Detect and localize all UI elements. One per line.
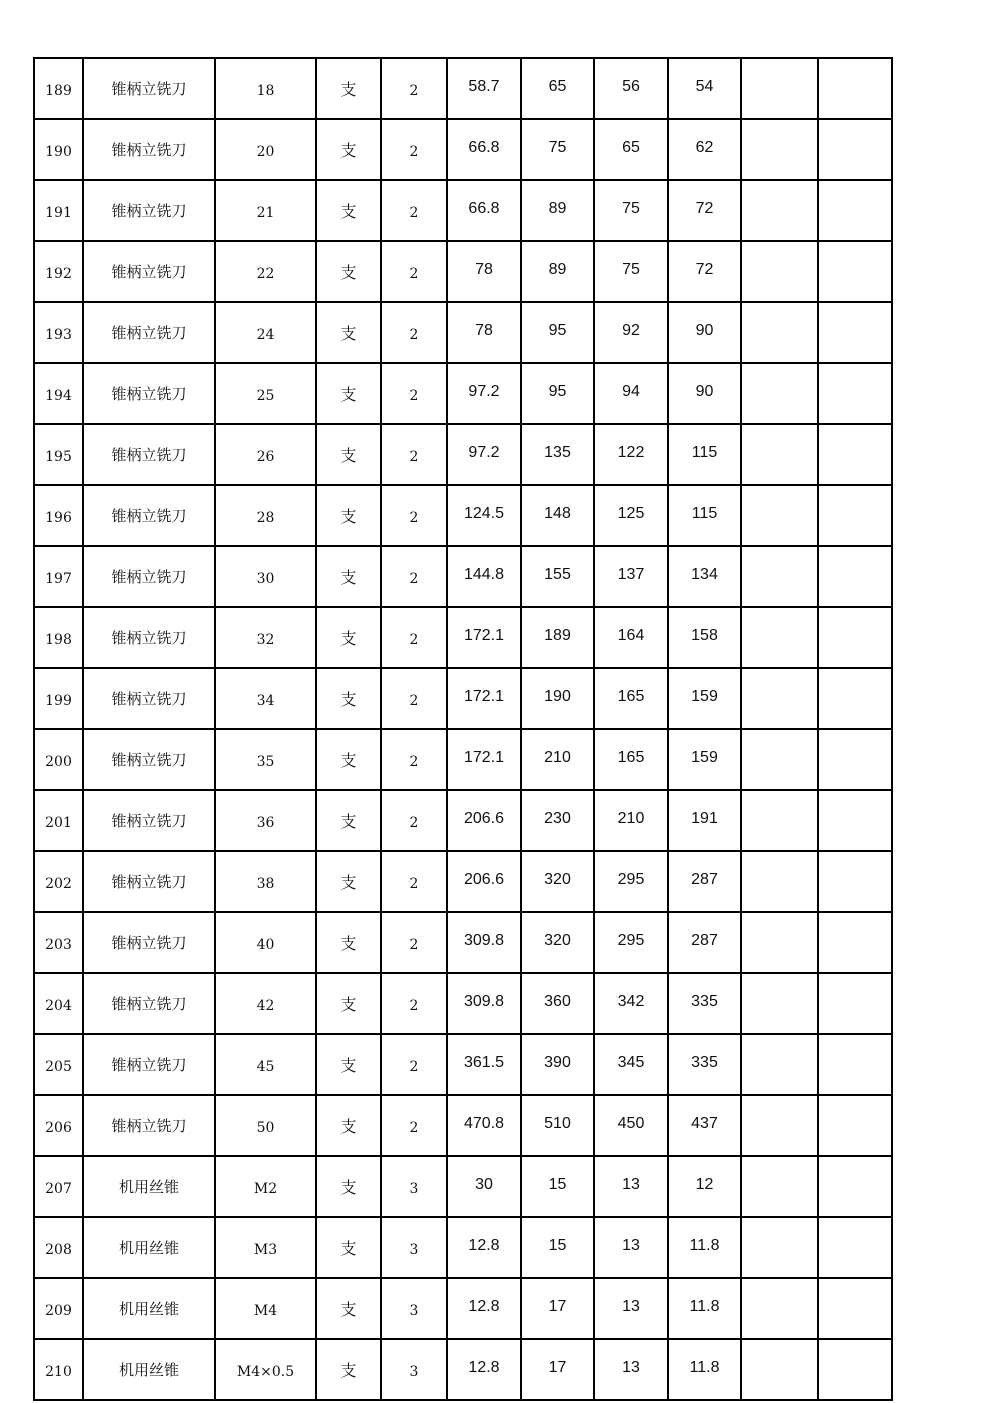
table-row xyxy=(34,119,892,180)
cell-blank-2 xyxy=(818,119,892,180)
cell-unit: 支 xyxy=(316,1339,381,1400)
cell-price-3: 165 xyxy=(594,729,668,790)
table-row xyxy=(34,1095,892,1156)
cell-price-4: 437 xyxy=(668,1095,741,1156)
cell-unit: 支 xyxy=(316,363,381,424)
cell-price-2: 75 xyxy=(521,119,594,180)
cell-item-name: 锥柄立铣刀 xyxy=(83,912,215,973)
cell-price-2: 390 xyxy=(521,1034,594,1095)
table-row xyxy=(34,1339,892,1400)
cell-unit: 支 xyxy=(316,729,381,790)
cell-quantity: 2 xyxy=(381,1034,447,1095)
cell-price-2: 15 xyxy=(521,1217,594,1278)
table-row xyxy=(34,424,892,485)
cell-item-name: 锥柄立铣刀 xyxy=(83,851,215,912)
cell-specification: 20 xyxy=(215,119,316,180)
cell-price-1: 30 xyxy=(447,1156,521,1217)
cell-blank-2 xyxy=(818,729,892,790)
cell-blank-2 xyxy=(818,241,892,302)
cell-item-name: 锥柄立铣刀 xyxy=(83,1034,215,1095)
cell-blank-2 xyxy=(818,1278,892,1339)
table-row xyxy=(34,546,892,607)
table-body xyxy=(34,58,892,1400)
cell-unit: 支 xyxy=(316,790,381,851)
cell-price-4: 72 xyxy=(668,180,741,241)
cell-blank-2 xyxy=(818,363,892,424)
cell-unit: 支 xyxy=(316,1095,381,1156)
cell-price-3: 295 xyxy=(594,851,668,912)
cell-item-name: 锥柄立铣刀 xyxy=(83,424,215,485)
cell-price-1: 97.2 xyxy=(447,424,521,485)
cell-price-2: 135 xyxy=(521,424,594,485)
cell-serial-no: 205 xyxy=(34,1034,83,1095)
cell-blank-2 xyxy=(818,180,892,241)
cell-price-4: 115 xyxy=(668,424,741,485)
cell-blank-1 xyxy=(741,790,818,851)
cell-item-name: 锥柄立铣刀 xyxy=(83,973,215,1034)
cell-blank-1 xyxy=(741,1339,818,1400)
cell-price-2: 189 xyxy=(521,607,594,668)
cell-price-4: 72 xyxy=(668,241,741,302)
cell-price-1: 66.8 xyxy=(447,180,521,241)
cell-blank-1 xyxy=(741,912,818,973)
cell-unit: 支 xyxy=(316,668,381,729)
cell-price-4: 11.8 xyxy=(668,1339,741,1400)
cell-price-2: 360 xyxy=(521,973,594,1034)
cell-price-3: 13 xyxy=(594,1339,668,1400)
table-row xyxy=(34,485,892,546)
cell-serial-no: 201 xyxy=(34,790,83,851)
cell-item-name: 机用丝锥 xyxy=(83,1339,215,1400)
cell-blank-1 xyxy=(741,485,818,546)
price-table xyxy=(33,57,893,1401)
cell-price-4: 115 xyxy=(668,485,741,546)
cell-specification: 18 xyxy=(215,58,316,119)
cell-blank-1 xyxy=(741,668,818,729)
cell-price-2: 320 xyxy=(521,912,594,973)
cell-unit: 支 xyxy=(316,485,381,546)
cell-blank-1 xyxy=(741,302,818,363)
cell-blank-1 xyxy=(741,58,818,119)
cell-blank-1 xyxy=(741,119,818,180)
cell-price-4: 11.8 xyxy=(668,1217,741,1278)
cell-price-4: 335 xyxy=(668,1034,741,1095)
cell-price-3: 75 xyxy=(594,180,668,241)
cell-price-2: 230 xyxy=(521,790,594,851)
cell-blank-2 xyxy=(818,790,892,851)
cell-price-4: 90 xyxy=(668,302,741,363)
cell-specification: 38 xyxy=(215,851,316,912)
cell-unit: 支 xyxy=(316,1034,381,1095)
cell-price-3: 210 xyxy=(594,790,668,851)
cell-quantity: 2 xyxy=(381,424,447,485)
cell-price-4: 11.8 xyxy=(668,1278,741,1339)
cell-quantity: 2 xyxy=(381,729,447,790)
cell-blank-1 xyxy=(741,1278,818,1339)
cell-specification: 32 xyxy=(215,607,316,668)
cell-price-3: 56 xyxy=(594,58,668,119)
cell-quantity: 2 xyxy=(381,485,447,546)
table-row xyxy=(34,1217,892,1278)
cell-blank-2 xyxy=(818,1339,892,1400)
cell-item-name: 锥柄立铣刀 xyxy=(83,546,215,607)
cell-blank-2 xyxy=(818,1217,892,1278)
cell-quantity: 2 xyxy=(381,302,447,363)
table-row xyxy=(34,58,892,119)
cell-unit: 支 xyxy=(316,546,381,607)
table-row xyxy=(34,668,892,729)
cell-price-3: 164 xyxy=(594,607,668,668)
cell-price-1: 66.8 xyxy=(447,119,521,180)
cell-price-4: 287 xyxy=(668,851,741,912)
cell-price-1: 172.1 xyxy=(447,729,521,790)
cell-specification: 42 xyxy=(215,973,316,1034)
cell-blank-1 xyxy=(741,1034,818,1095)
cell-item-name: 锥柄立铣刀 xyxy=(83,729,215,790)
cell-price-2: 190 xyxy=(521,668,594,729)
cell-specification: M4×0.5 xyxy=(215,1339,316,1400)
cell-price-2: 89 xyxy=(521,241,594,302)
cell-quantity: 2 xyxy=(381,790,447,851)
cell-serial-no: 200 xyxy=(34,729,83,790)
cell-price-4: 12 xyxy=(668,1156,741,1217)
cell-item-name: 锥柄立铣刀 xyxy=(83,180,215,241)
cell-blank-2 xyxy=(818,424,892,485)
cell-specification: 24 xyxy=(215,302,316,363)
cell-price-1: 206.6 xyxy=(447,851,521,912)
cell-unit: 支 xyxy=(316,973,381,1034)
cell-blank-1 xyxy=(741,1217,818,1278)
cell-unit: 支 xyxy=(316,1278,381,1339)
cell-specification: 25 xyxy=(215,363,316,424)
cell-price-2: 89 xyxy=(521,180,594,241)
cell-price-1: 361.5 xyxy=(447,1034,521,1095)
cell-unit: 支 xyxy=(316,119,381,180)
table-row xyxy=(34,241,892,302)
cell-price-2: 17 xyxy=(521,1339,594,1400)
cell-specification: 28 xyxy=(215,485,316,546)
table-row xyxy=(34,1156,892,1217)
cell-quantity: 2 xyxy=(381,1095,447,1156)
cell-specification: M3 xyxy=(215,1217,316,1278)
cell-serial-no: 207 xyxy=(34,1156,83,1217)
cell-blank-2 xyxy=(818,1095,892,1156)
cell-serial-no: 195 xyxy=(34,424,83,485)
cell-blank-2 xyxy=(818,485,892,546)
cell-price-3: 122 xyxy=(594,424,668,485)
cell-blank-2 xyxy=(818,302,892,363)
cell-serial-no: 196 xyxy=(34,485,83,546)
cell-price-2: 17 xyxy=(521,1278,594,1339)
cell-price-2: 65 xyxy=(521,58,594,119)
cell-price-1: 12.8 xyxy=(447,1217,521,1278)
cell-serial-no: 189 xyxy=(34,58,83,119)
cell-price-3: 345 xyxy=(594,1034,668,1095)
cell-unit: 支 xyxy=(316,851,381,912)
cell-price-4: 134 xyxy=(668,546,741,607)
table-row xyxy=(34,790,892,851)
cell-item-name: 机用丝锥 xyxy=(83,1278,215,1339)
cell-item-name: 锥柄立铣刀 xyxy=(83,302,215,363)
cell-price-2: 148 xyxy=(521,485,594,546)
cell-price-2: 15 xyxy=(521,1156,594,1217)
cell-blank-1 xyxy=(741,973,818,1034)
cell-price-1: 12.8 xyxy=(447,1339,521,1400)
cell-price-2: 510 xyxy=(521,1095,594,1156)
cell-price-1: 58.7 xyxy=(447,58,521,119)
table-row xyxy=(34,363,892,424)
cell-item-name: 机用丝锥 xyxy=(83,1217,215,1278)
table-row xyxy=(34,302,892,363)
cell-blank-1 xyxy=(741,1095,818,1156)
cell-specification: M4 xyxy=(215,1278,316,1339)
cell-serial-no: 190 xyxy=(34,119,83,180)
cell-price-1: 470.8 xyxy=(447,1095,521,1156)
cell-price-1: 78 xyxy=(447,302,521,363)
cell-price-2: 95 xyxy=(521,302,594,363)
cell-price-3: 450 xyxy=(594,1095,668,1156)
table-row xyxy=(34,607,892,668)
table-row xyxy=(34,180,892,241)
cell-price-1: 206.6 xyxy=(447,790,521,851)
cell-blank-2 xyxy=(818,973,892,1034)
cell-item-name: 机用丝锥 xyxy=(83,1156,215,1217)
cell-price-1: 97.2 xyxy=(447,363,521,424)
cell-price-3: 125 xyxy=(594,485,668,546)
cell-price-2: 210 xyxy=(521,729,594,790)
cell-item-name: 锥柄立铣刀 xyxy=(83,607,215,668)
table-row xyxy=(34,1278,892,1339)
cell-serial-no: 208 xyxy=(34,1217,83,1278)
cell-quantity: 2 xyxy=(381,58,447,119)
table-row xyxy=(34,1034,892,1095)
cell-price-1: 172.1 xyxy=(447,607,521,668)
cell-unit: 支 xyxy=(316,1217,381,1278)
cell-blank-1 xyxy=(741,363,818,424)
cell-price-1: 309.8 xyxy=(447,973,521,1034)
cell-item-name: 锥柄立铣刀 xyxy=(83,241,215,302)
cell-blank-2 xyxy=(818,1034,892,1095)
cell-blank-1 xyxy=(741,729,818,790)
cell-blank-1 xyxy=(741,546,818,607)
cell-price-2: 155 xyxy=(521,546,594,607)
cell-price-2: 320 xyxy=(521,851,594,912)
cell-specification: 22 xyxy=(215,241,316,302)
cell-price-4: 62 xyxy=(668,119,741,180)
cell-item-name: 锥柄立铣刀 xyxy=(83,668,215,729)
cell-item-name: 锥柄立铣刀 xyxy=(83,1095,215,1156)
cell-blank-2 xyxy=(818,912,892,973)
cell-blank-1 xyxy=(741,607,818,668)
cell-item-name: 锥柄立铣刀 xyxy=(83,119,215,180)
cell-specification: 36 xyxy=(215,790,316,851)
cell-serial-no: 192 xyxy=(34,241,83,302)
cell-specification: 34 xyxy=(215,668,316,729)
cell-item-name: 锥柄立铣刀 xyxy=(83,363,215,424)
cell-serial-no: 197 xyxy=(34,546,83,607)
table-row xyxy=(34,912,892,973)
cell-blank-2 xyxy=(818,58,892,119)
cell-price-4: 54 xyxy=(668,58,741,119)
cell-price-3: 13 xyxy=(594,1156,668,1217)
cell-quantity: 3 xyxy=(381,1156,447,1217)
cell-price-3: 137 xyxy=(594,546,668,607)
cell-quantity: 3 xyxy=(381,1217,447,1278)
cell-unit: 支 xyxy=(316,424,381,485)
cell-price-1: 172.1 xyxy=(447,668,521,729)
cell-serial-no: 203 xyxy=(34,912,83,973)
cell-quantity: 3 xyxy=(381,1339,447,1400)
cell-price-1: 124.5 xyxy=(447,485,521,546)
cell-quantity: 2 xyxy=(381,607,447,668)
cell-quantity: 2 xyxy=(381,546,447,607)
cell-serial-no: 198 xyxy=(34,607,83,668)
cell-specification: 35 xyxy=(215,729,316,790)
cell-price-3: 13 xyxy=(594,1278,668,1339)
cell-specification: 50 xyxy=(215,1095,316,1156)
cell-price-1: 78 xyxy=(447,241,521,302)
cell-price-4: 159 xyxy=(668,668,741,729)
cell-price-3: 65 xyxy=(594,119,668,180)
cell-quantity: 2 xyxy=(381,912,447,973)
cell-price-1: 12.8 xyxy=(447,1278,521,1339)
cell-serial-no: 191 xyxy=(34,180,83,241)
cell-quantity: 2 xyxy=(381,241,447,302)
cell-blank-1 xyxy=(741,180,818,241)
cell-blank-2 xyxy=(818,546,892,607)
cell-item-name: 锥柄立铣刀 xyxy=(83,58,215,119)
cell-price-2: 95 xyxy=(521,363,594,424)
cell-blank-1 xyxy=(741,241,818,302)
cell-serial-no: 206 xyxy=(34,1095,83,1156)
cell-quantity: 2 xyxy=(381,851,447,912)
table-row xyxy=(34,851,892,912)
cell-price-4: 335 xyxy=(668,973,741,1034)
cell-unit: 支 xyxy=(316,180,381,241)
cell-unit: 支 xyxy=(316,58,381,119)
cell-price-3: 75 xyxy=(594,241,668,302)
cell-specification: 21 xyxy=(215,180,316,241)
cell-unit: 支 xyxy=(316,1156,381,1217)
cell-blank-2 xyxy=(818,607,892,668)
cell-blank-2 xyxy=(818,851,892,912)
table-row xyxy=(34,973,892,1034)
cell-unit: 支 xyxy=(316,241,381,302)
cell-price-3: 94 xyxy=(594,363,668,424)
cell-quantity: 2 xyxy=(381,973,447,1034)
cell-serial-no: 204 xyxy=(34,973,83,1034)
cell-specification: M2 xyxy=(215,1156,316,1217)
cell-specification: 26 xyxy=(215,424,316,485)
cell-price-3: 165 xyxy=(594,668,668,729)
cell-serial-no: 199 xyxy=(34,668,83,729)
cell-serial-no: 202 xyxy=(34,851,83,912)
cell-price-3: 92 xyxy=(594,302,668,363)
table-row xyxy=(34,729,892,790)
cell-specification: 45 xyxy=(215,1034,316,1095)
cell-quantity: 3 xyxy=(381,1278,447,1339)
cell-quantity: 2 xyxy=(381,363,447,424)
cell-blank-2 xyxy=(818,1156,892,1217)
cell-price-4: 191 xyxy=(668,790,741,851)
cell-quantity: 2 xyxy=(381,180,447,241)
cell-unit: 支 xyxy=(316,912,381,973)
cell-serial-no: 193 xyxy=(34,302,83,363)
cell-item-name: 锥柄立铣刀 xyxy=(83,485,215,546)
cell-item-name: 锥柄立铣刀 xyxy=(83,790,215,851)
cell-quantity: 2 xyxy=(381,668,447,729)
cell-serial-no: 210 xyxy=(34,1339,83,1400)
cell-specification: 30 xyxy=(215,546,316,607)
cell-serial-no: 194 xyxy=(34,363,83,424)
cell-blank-1 xyxy=(741,424,818,485)
cell-price-1: 309.8 xyxy=(447,912,521,973)
cell-price-3: 342 xyxy=(594,973,668,1034)
cell-blank-2 xyxy=(818,668,892,729)
cell-price-4: 159 xyxy=(668,729,741,790)
cell-blank-1 xyxy=(741,851,818,912)
cell-quantity: 2 xyxy=(381,119,447,180)
cell-price-4: 287 xyxy=(668,912,741,973)
cell-price-4: 90 xyxy=(668,363,741,424)
cell-blank-1 xyxy=(741,1156,818,1217)
cell-specification: 40 xyxy=(215,912,316,973)
cell-price-3: 13 xyxy=(594,1217,668,1278)
cell-price-3: 295 xyxy=(594,912,668,973)
cell-price-4: 158 xyxy=(668,607,741,668)
cell-serial-no: 209 xyxy=(34,1278,83,1339)
cell-unit: 支 xyxy=(316,302,381,363)
cell-unit: 支 xyxy=(316,607,381,668)
cell-price-1: 144.8 xyxy=(447,546,521,607)
